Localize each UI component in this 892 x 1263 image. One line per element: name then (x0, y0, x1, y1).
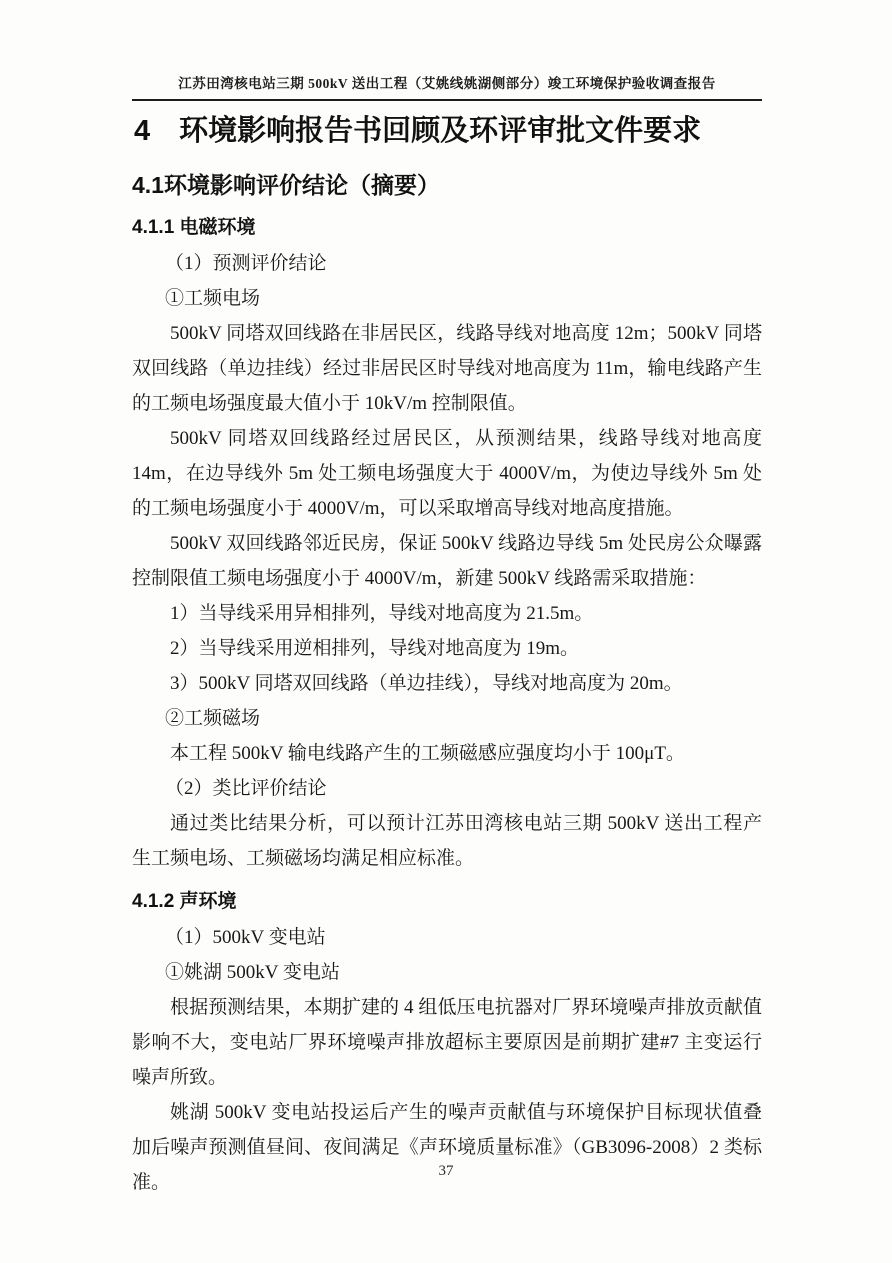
paragraph: 根据预测结果，本期扩建的 4 组低压电抗器对厂界环境噪声排放贡献值影响不大，变电站厂界环境噪声排放超标主要原因是前期扩建#7 主变运行噪声所致。 (132, 997, 762, 1088)
sub-item: （2）类比评价结论 (165, 778, 327, 799)
sub-item: （1）预测评价结论 (165, 253, 327, 274)
subsection-heading: 4.1.1 电磁环境 (132, 217, 256, 238)
paragraph: 本工程 500kV 输电线路产生的工频磁感应强度均小于 100μT。 (170, 743, 685, 764)
running-header (132, 72, 762, 101)
sub-item: ①工频电场 (165, 288, 261, 309)
sub-item: （1）500kV 变电站 (165, 927, 326, 948)
list-item: 1）当导线采用异相排列，导线对地高度为 21.5m。 (170, 603, 594, 624)
sub-item: ①姚湖 500kV 变电站 (165, 962, 340, 983)
list-item: 2）当导线采用逆相排列，导线对地高度为 19m。 (170, 638, 580, 659)
list-item: 3）500kV 同塔双回线路（单边挂线），导线对地高度为 20m。 (170, 673, 683, 694)
paragraph: 500kV 同塔双回线路经过居民区，从预测结果，线路导线对地高度 14m，在边导线外 5m 处工频电场强度大于 4000V/m，为使边导线外 5m 处的工频电场强度小于 4000V/m，可以采取增高导线对地高度措施。 (132, 428, 762, 519)
section-heading: 4.1环境影响评价结论（摘要） (132, 172, 440, 198)
subsection-heading: 4.1.2 声环境 (132, 891, 237, 912)
paragraph: 通过类比结果分析，可以预计江苏田湾核电站三期 500kV 送出工程产生工频电场、工频磁场均满足相应标准。 (132, 813, 762, 869)
sub-item: ②工频磁场 (165, 708, 261, 729)
chapter-heading: 4 环境影响报告书回顾及环评审批文件要求 (134, 115, 702, 147)
paragraph: 500kV 同塔双回线路在非居民区，线路导线对地高度 12m；500kV 同塔双回线路（单边挂线）经过非居民区时导线对地高度为 11m，输电线路产生的工频电场强度最大值小于 10kV/m 控制限值。 (132, 323, 762, 414)
running-header-title: 江苏田湾核电站三期 500kV 送出工程（艾姚线姚湖侧部分）竣工环境保护验收调查报告 (178, 76, 716, 91)
page-number: 37 (438, 1163, 454, 1179)
page-content (132, 0, 762, 1200)
paragraph: 500kV 双回线路邻近民房，保证 500kV 线路边导线 5m 处民房公众曝露控制限值工频电场强度小于 4000V/m，新建 500kV 线路需采取措施： (132, 533, 762, 589)
paragraph: 姚湖 500kV 变电站投运后产生的噪声贡献值与环境保护目标现状值叠加后噪声预测值昼间、夜间满足《声环境质量标准》（GB3096-2008）2 类标准。 (132, 1102, 762, 1193)
